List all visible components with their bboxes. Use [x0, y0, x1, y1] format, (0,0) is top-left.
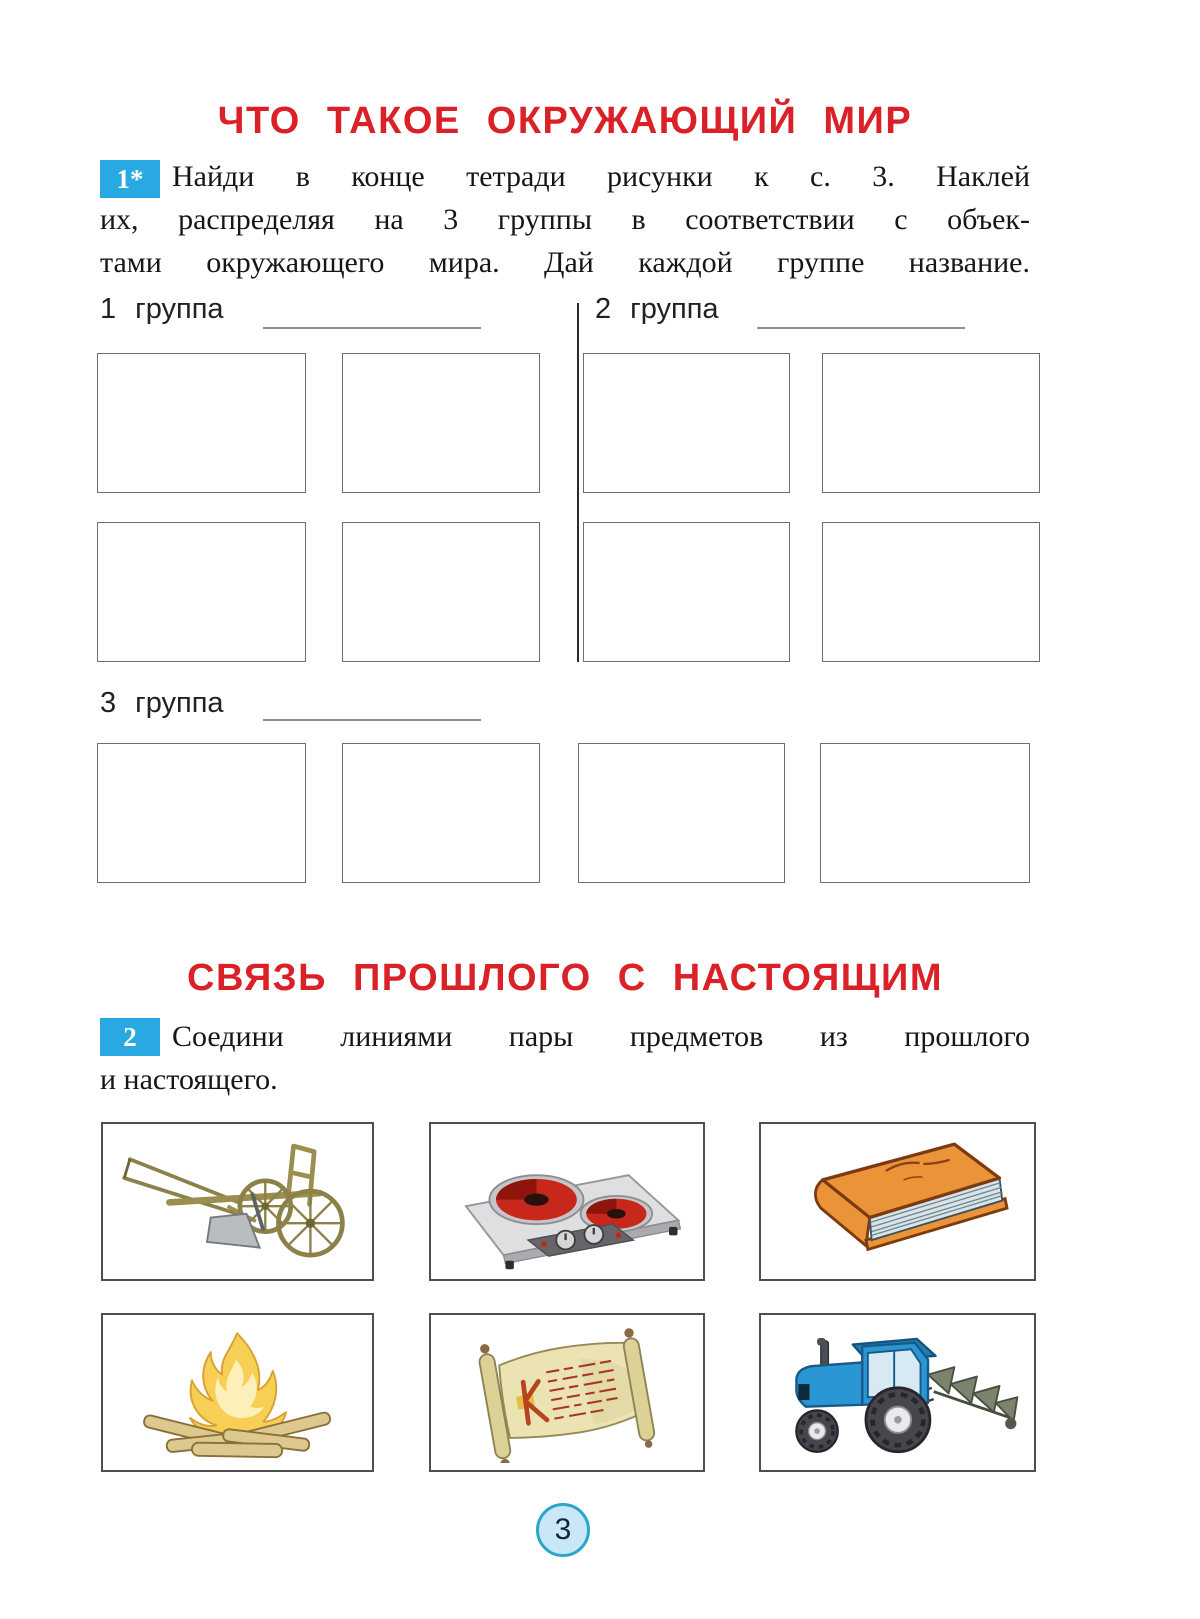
group2-label [595, 293, 719, 326]
task2-number-badge: 2 [100, 1018, 160, 1056]
group2-word: группа [630, 293, 719, 325]
task1-number-badge: 1* [100, 160, 160, 198]
task1-text-line3: тами окружающего мира. Дай каждой группе название. [100, 246, 1030, 279]
image-card-book[interactable] [759, 1122, 1036, 1281]
image-card-old-plow[interactable] [101, 1122, 374, 1281]
sticker-box[interactable] [822, 353, 1040, 493]
task1-text-line2: их, распределяя на 3 группы в соответствии с объек- [100, 203, 1030, 236]
old-wooden-plow-illustration [112, 1131, 362, 1272]
sticker-box[interactable] [820, 743, 1030, 883]
group3-number: 3 [100, 687, 117, 719]
task2-text-line2: и настоящего. [100, 1063, 278, 1096]
electric-hotplate-illustration [441, 1131, 694, 1272]
book-illustration [771, 1131, 1025, 1272]
sticker-box[interactable] [342, 743, 540, 883]
image-card-electric-stove[interactable] [429, 1122, 705, 1281]
task2-text-line1: Соедини линиями пары предметов из прошлого [172, 1020, 1030, 1053]
tractor-with-plow-illustration [771, 1322, 1025, 1463]
group3-name-blank[interactable] [263, 719, 481, 721]
section2-title: СВЯЗЬ ПРОШЛОГО С НАСТОЯЩИМ [187, 957, 943, 999]
sticker-box[interactable] [822, 522, 1040, 662]
page-number-badge [536, 1503, 590, 1557]
sticker-box[interactable] [97, 743, 306, 883]
groups-divider-line [577, 303, 579, 662]
sticker-box[interactable] [342, 522, 540, 662]
group1-name-blank[interactable] [263, 327, 481, 329]
sticker-box[interactable] [578, 743, 785, 883]
campfire-illustration [112, 1322, 362, 1463]
image-card-scroll[interactable] [429, 1313, 705, 1472]
sticker-box[interactable] [583, 522, 790, 662]
sticker-box[interactable] [583, 353, 790, 493]
group3-label [100, 687, 224, 720]
image-card-tractor[interactable] [759, 1313, 1036, 1472]
page-number: 3 [554, 1513, 572, 1546]
image-card-campfire[interactable] [101, 1313, 374, 1472]
group3-word: группа [135, 687, 224, 719]
task1-text-line1: Найди в конце тетради рисунки к с. 3. Наклей [172, 160, 1030, 193]
group2-number: 2 [595, 293, 612, 325]
sticker-box[interactable] [342, 353, 540, 493]
parchment-scroll-illustration [441, 1322, 694, 1463]
group2-name-blank[interactable] [757, 327, 965, 329]
group1-word: группа [135, 293, 224, 325]
group1-label [100, 293, 224, 326]
section1-title: ЧТО ТАКОЕ ОКРУЖАЮЩИЙ МИР [217, 100, 913, 142]
sticker-box[interactable] [97, 353, 306, 493]
sticker-box[interactable] [97, 522, 306, 662]
group1-number: 1 [100, 293, 117, 325]
